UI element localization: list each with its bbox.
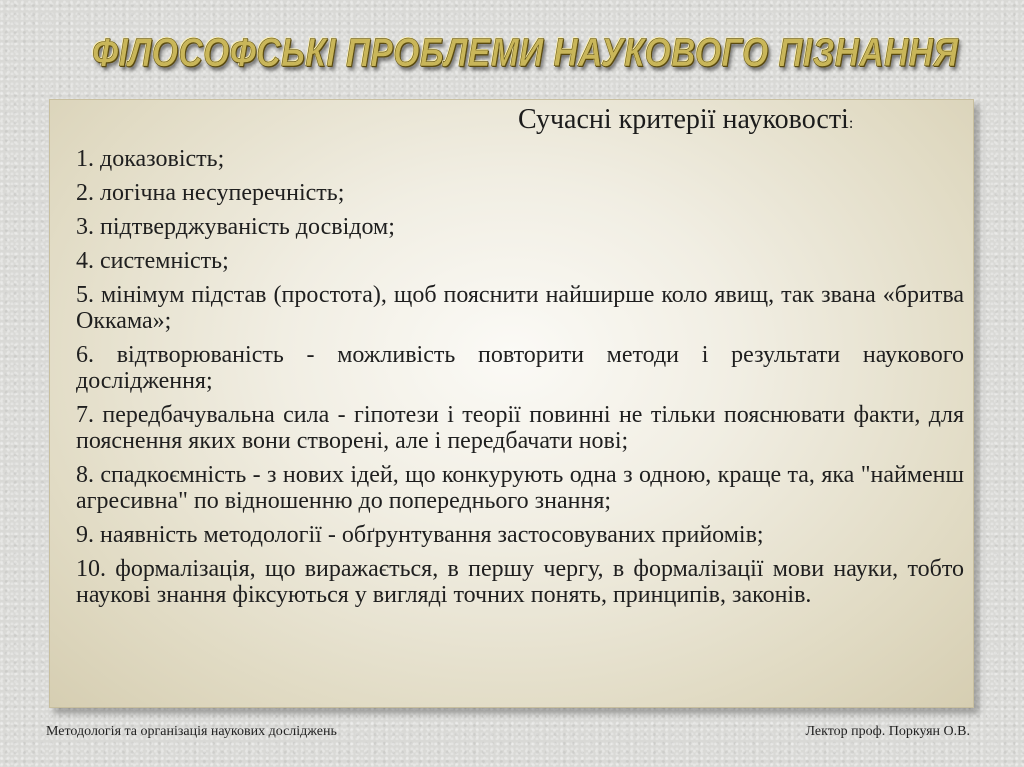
criteria-item-2: 2. логічна несуперечність; [76, 180, 345, 206]
criteria-item-10: 10. формалізація, що виражається, в першу чергу, в формалізації мови науки, тобто наукові знання фіксуються у вигляді точних понять, принципів, законів. [76, 556, 964, 608]
criteria-item-7: 7. передбачувальна сила - гіпотези і теорії повинні не тільки пояснювати факти, для пояснення яких вони створені, але і передбачати нові; [76, 402, 964, 454]
footer-lecturer: Лектор проф. Поркуян О.В. [805, 724, 970, 739]
criteria-item-3: 3. підтверджуваність досвідом; [76, 214, 395, 240]
criteria-item-1: 1. доказовість; [76, 146, 225, 172]
criteria-item-9: 9. наявність методології - обґрунтування застосовуваних прийомів; [76, 522, 764, 548]
panel-heading [518, 104, 968, 140]
criteria-item-6: 6. відтворюваність - можливість повторити методи і результати наукового дослідження; [76, 342, 964, 394]
panel-heading-colon: : [848, 115, 854, 132]
criteria-item-4: 4. системність; [76, 248, 229, 274]
footer-course: Методологія та організація наукових досліджень [46, 724, 337, 739]
criteria-list [76, 146, 964, 616]
criteria-item-5: 5. мінімум підстав (простота), щоб пояснити найширше коло явищ, так звана «бритва Оккама»; [76, 282, 964, 334]
criteria-item-8: 8. спадкоємність - з нових ідей, що конкурують одна з одною, краще та, яка "найменш агресивна" по відношенню до попереднього знання; [76, 462, 964, 514]
slide-title: ФІЛОСОФСЬКІ ПРОБЛЕМИ НАУКОВОГО ПІЗНАННЯ [92, 31, 959, 75]
panel-heading-text: Сучасні критерії науковості [518, 104, 849, 135]
